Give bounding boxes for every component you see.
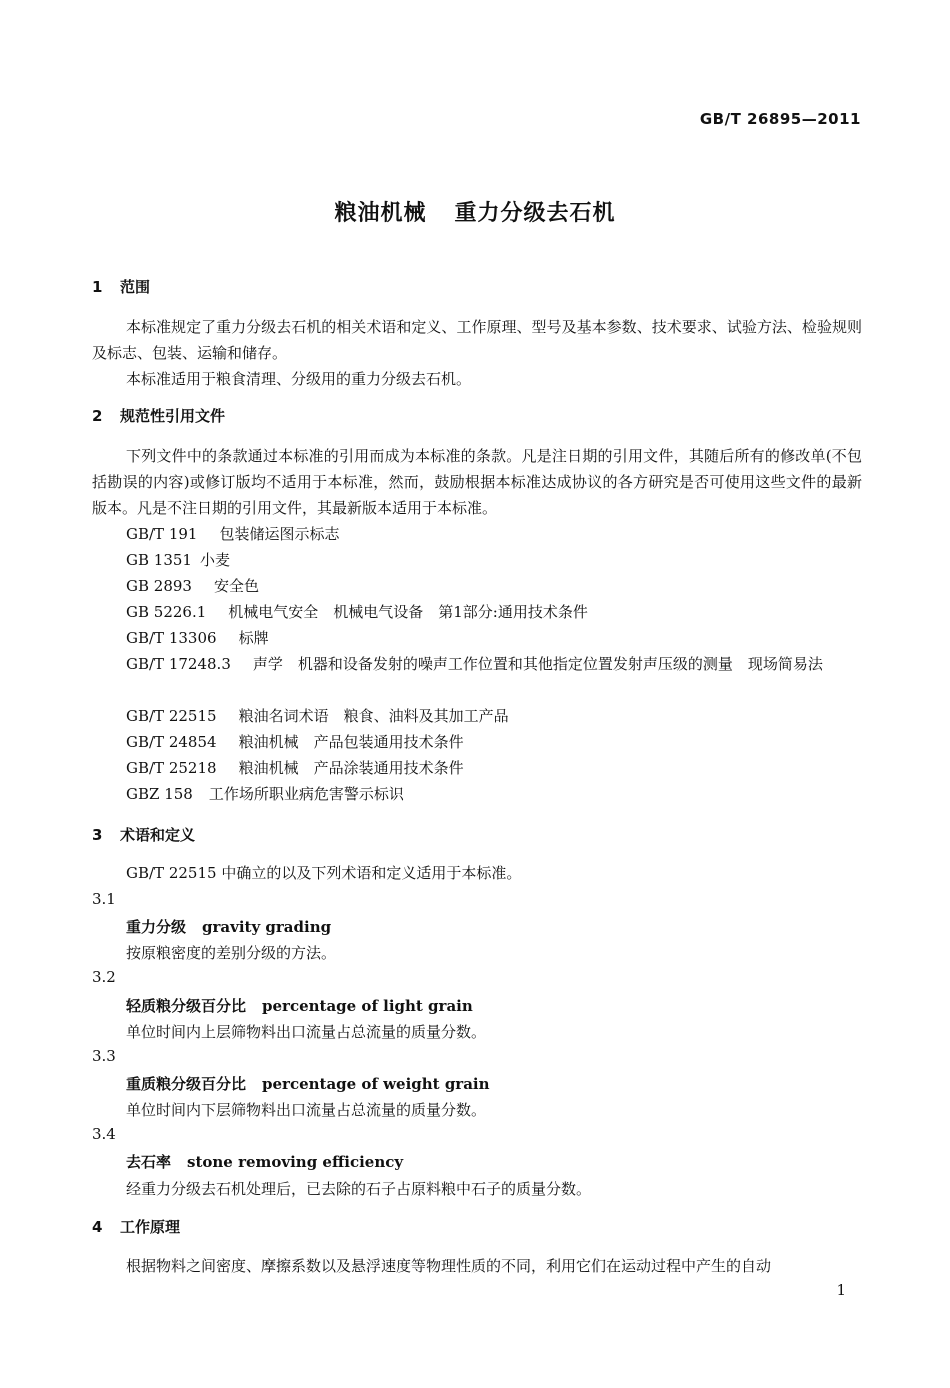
document-title — [0, 196, 950, 227]
term-heading: 重力分级 gravity grading — [126, 918, 332, 936]
reference-item: GB/T 25218 粮油机械 产品涂装通用技术条件 — [126, 759, 464, 777]
section-1-paragraph-1: 本标准规定了重力分级去石机的相关术语和定义、工作原理、型号及基本参数、技术要求、试验方法、检验规则及标志、包装、运输和储存。 — [92, 318, 862, 362]
term-number: 3.1 — [92, 890, 116, 908]
title-part-1: 粮油机械 — [334, 201, 427, 226]
standard-code: GB/T 26895—2011 — [699, 110, 861, 128]
title-part-2: 重力分级去石机 — [454, 201, 616, 226]
section-1-heading: 1 范围 — [92, 278, 151, 296]
term-definition: 按原粮密度的差别分级的方法。 — [126, 944, 337, 962]
section-2-paragraph-1: 下列文件中的条款通过本标准的引用而成为本标准的条款。凡是注日期的引用文件，其随后所有的修改单(不包括勘误的内容)或修订版均不适用于本标准，然而，鼓励根据本标准达成协议的各方研究是否可使用这些文件的最新版本。凡是不注日期的引用文件，其最新版本适用于本标准。 — [92, 447, 862, 517]
term-heading: 轻质粮分级百分比 percentage of light grain — [126, 997, 473, 1015]
term-heading: 重质粮分级百分比 percentage of weight grain — [126, 1075, 490, 1093]
term-number: 3.2 — [92, 968, 116, 986]
section-3-heading: 3 术语和定义 — [92, 826, 196, 844]
term-definition: 单位时间内下层筛物料出口流量占总流量的质量分数。 — [126, 1101, 487, 1119]
page-number: 1 — [836, 1281, 846, 1299]
reference-item: GB/T 191 包装储运图示标志 — [126, 525, 340, 543]
term-number: 3.4 — [92, 1125, 116, 1143]
section-3-paragraph-1: GB/T 22515 中确立的以及下列术语和定义适用于本标准。 — [126, 864, 522, 882]
reference-item: GB 1351 小麦 — [126, 551, 230, 569]
reference-item: GB/T 17248.3 声学 机器和设备发射的噪声工作位置和其他指定位置发射声压级的测量 现场简易法 — [126, 655, 823, 673]
section-2-heading: 2 规范性引用文件 — [92, 407, 226, 425]
reference-item: GB/T 13306 标牌 — [126, 629, 269, 647]
term-definition: 经重力分级去石机处理后，已去除的石子占原料粮中石子的质量分数。 — [126, 1180, 592, 1198]
term-number: 3.3 — [92, 1047, 116, 1065]
reference-item: GBZ 158 工作场所职业病危害警示标识 — [126, 785, 404, 803]
section-4-heading: 4 工作原理 — [92, 1218, 181, 1236]
term-definition: 单位时间内上层筛物料出口流量占总流量的质量分数。 — [126, 1023, 487, 1041]
reference-item: GB 5226.1 机械电气安全 机械电气设备 第1部分:通用技术条件 — [126, 603, 588, 621]
reference-item: GB/T 22515 粮油名词术语 粮食、油料及其加工产品 — [126, 707, 509, 725]
reference-item: GB/T 24854 粮油机械 产品包装通用技术条件 — [126, 733, 464, 751]
section-1-paragraph-2: 本标准适用于粮食清理、分级用的重力分级去石机。 — [126, 370, 472, 388]
section-4-paragraph-1: 根据物料之间密度、摩擦系数以及悬浮速度等物理性质的不同，利用它们在运动过程中产生的自动 — [126, 1257, 772, 1275]
reference-item: GB 2893 安全色 — [126, 577, 259, 595]
term-heading: 去石率 stone removing efficiency — [126, 1153, 404, 1171]
